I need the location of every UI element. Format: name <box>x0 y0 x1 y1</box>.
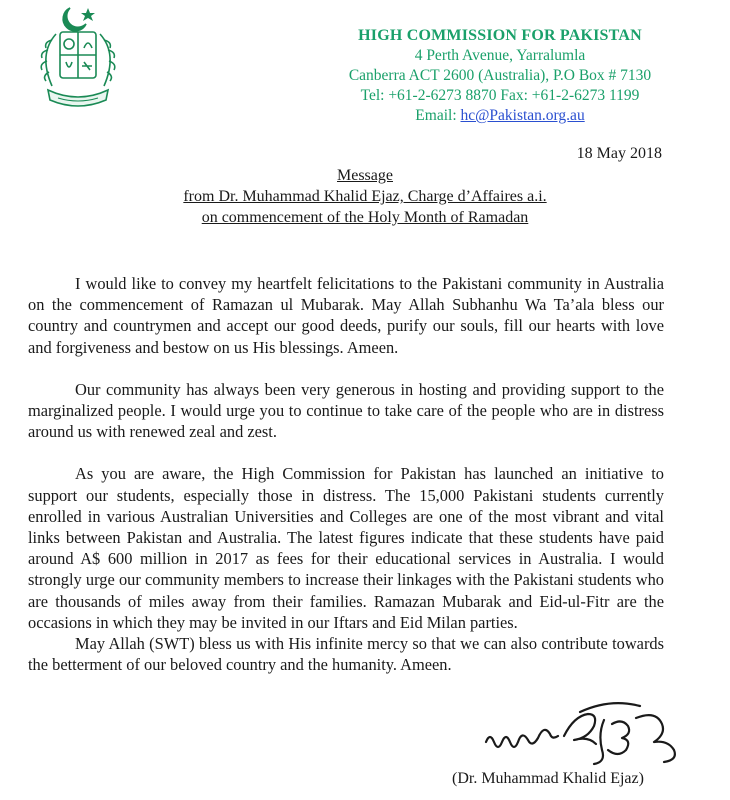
email-line <box>300 106 700 126</box>
message-body <box>28 273 664 675</box>
paragraph-4: May Allah (SWT) bless us with His infinite mercy so that we can also contribute towards the betterment of our beloved country and the humanity. Ameen. <box>28 634 664 675</box>
state-emblem-icon <box>22 4 134 116</box>
heading-line-1: Message <box>337 167 393 184</box>
letter-date: 18 May 2018 <box>576 145 662 162</box>
heading-line-3: on commencement of the Holy Month of Ramadan <box>201 209 529 226</box>
phone-fax: Tel: +61-2-6273 8870 Fax: +61-2-6273 1199 <box>360 87 640 104</box>
handwritten-signature <box>480 700 690 770</box>
paragraph-1: I would like to convey my heartfelt felicitations to the Pakistani community in Australia on the commencement of Ramazan ul Mubarak. May Allah Subhanhu Wa Ta’ala bless our country and countrymen and accept our good deeds, purify our souls, fill our hearts with love and forgiveness and bestow on us His blessings. Ameen. <box>28 274 664 357</box>
address-line-2: Canberra ACT 2600 (Australia), P.O Box # 7130 <box>348 67 652 84</box>
paragraph-2: Our community has always been very generous in hosting and providing support to the marginalized people. I would urge you to continue to take care of the people who are in distress around us with renewed zeal and zest. <box>28 379 664 442</box>
email-link[interactable]: hc@Pakistan.org.au <box>460 107 585 124</box>
email-label: Email: <box>415 107 457 124</box>
signatory-name: (Dr. Muhammad Khalid Ejaz) <box>452 770 644 787</box>
address-line-1: 4 Perth Avenue, Yarralumla <box>414 47 586 64</box>
organization-name: HIGH COMMISSION FOR PAKISTAN <box>358 27 642 44</box>
paragraph-3: As you are aware, the High Commission for Pakistan has launched an initiative to support our students, especially those in distress. The 15,000 Pakistani students currently enrolled in various Australian Universities and Colleges are one of the most vibrant and vital links between Pakistan and Australia. The latest figures indicate that these students have paid around A$ 600 million in 2017 as fees for their educational services in Australia. I would strongly urge our community members to increase their linkages with the Pakistani students who are thousands of miles away from their families. Ramazan Mubarak and Eid-ul-Fitr are the occasions in which they may be invited in our Iftars and Eid Milan parties. <box>28 464 664 632</box>
letterhead <box>300 26 700 126</box>
message-heading <box>0 165 730 228</box>
heading-line-2: from Dr. Muhammad Khalid Ejaz, Charge d’Affaires a.i. <box>183 188 547 205</box>
